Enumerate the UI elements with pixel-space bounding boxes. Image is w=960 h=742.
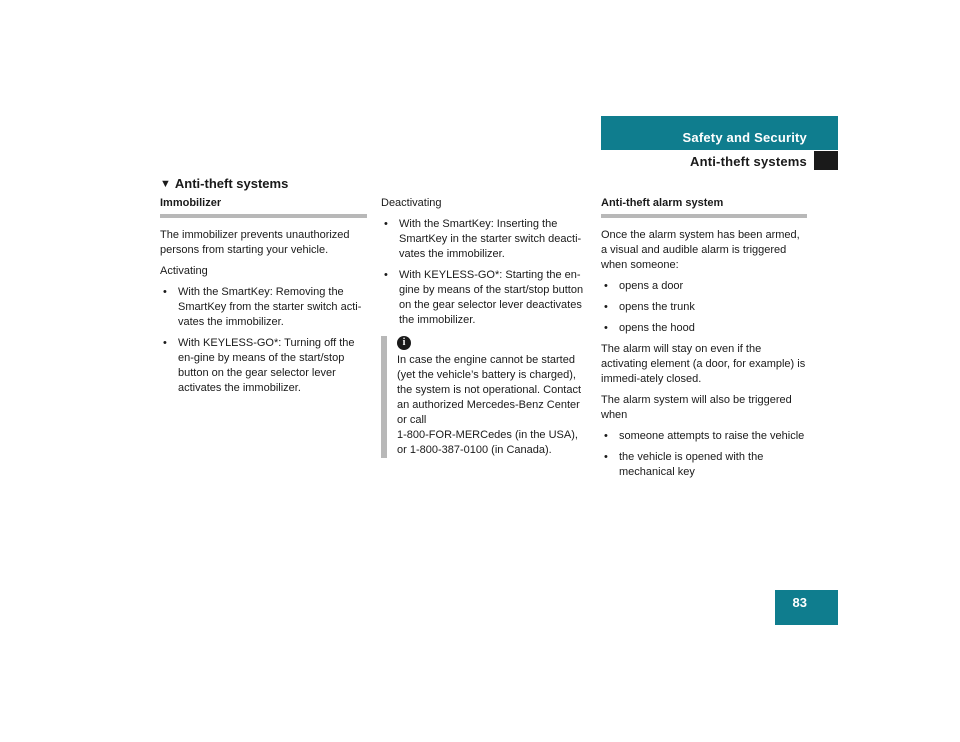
list-item: • opens the trunk (601, 300, 807, 315)
info-note (381, 336, 588, 458)
alarm-also-triggered: The alarm system will also be triggered when (601, 394, 792, 421)
activating-label: Activating (160, 265, 208, 277)
list-item: • With KEYLESS-GO*: Turning off the en-gine by means of the start/stop button on the gear selector lever activates the immobilizer. (160, 336, 367, 396)
immobilizer-intro: The immobilizer prevents unauthorized persons from starting your vehicle. (160, 229, 350, 256)
list-item: • opens the hood (601, 321, 807, 336)
alarm-triggers (601, 279, 807, 336)
deactivating-list (381, 217, 588, 328)
chapter-title: Safety and Security (682, 130, 807, 145)
list-item: • With the SmartKey: Inserting the SmartKey in the starter switch deacti-vates the immobilizer. (381, 217, 588, 262)
immobilizer-heading: Immobilizer (160, 196, 367, 218)
section-heading (160, 176, 288, 191)
section-heading-text: Anti-theft systems (174, 176, 289, 191)
thumb-tab (814, 151, 838, 170)
column-deactivating (381, 196, 588, 458)
column-immobilizer (160, 196, 367, 402)
list-item: • opens a door (601, 279, 807, 294)
info-bar (381, 336, 387, 458)
list-item: • With KEYLESS-GO*: Starting the en-gine by means of the start/stop button on the gear selector lever deactivates the immobilizer. (381, 268, 588, 328)
page-number: 83 (792, 595, 807, 610)
alarm-intro: Once the alarm system has been armed, a visual and audible alarm is triggered when someone: (601, 229, 800, 271)
subsection-title: Anti-theft systems (689, 154, 807, 169)
list-item: • the vehicle is opened with the mechanical key (601, 450, 807, 480)
info-icon: i (397, 336, 411, 350)
list-item: • With the SmartKey: Removing the SmartKey from the starter switch acti-vates the immobilizer. (160, 285, 367, 330)
page-number-box (775, 590, 838, 625)
list-item: • someone attempts to raise the vehicle (601, 429, 807, 444)
alarm-stay-on: The alarm will stay on even if the activating element (a door, for example) is immedi-ately closed. (601, 343, 806, 385)
alarm-heading: Anti-theft alarm system (601, 196, 807, 218)
activating-list (160, 285, 367, 396)
deactivating-label: Deactivating (381, 197, 442, 209)
info-note-text: In case the engine cannot be started (yet the vehicle’s battery is charged), the system is not operational. Contact an authorized Mercedes-Benz Center or call 1-800-FOR-MERCedes (in the USA), or 1-800-387-0100 (in Canada). (397, 354, 582, 456)
column-alarm (601, 196, 807, 486)
alarm-more-triggers (601, 429, 807, 480)
chapter-header (601, 116, 838, 150)
triangle-down-icon: ▼ (160, 178, 171, 190)
